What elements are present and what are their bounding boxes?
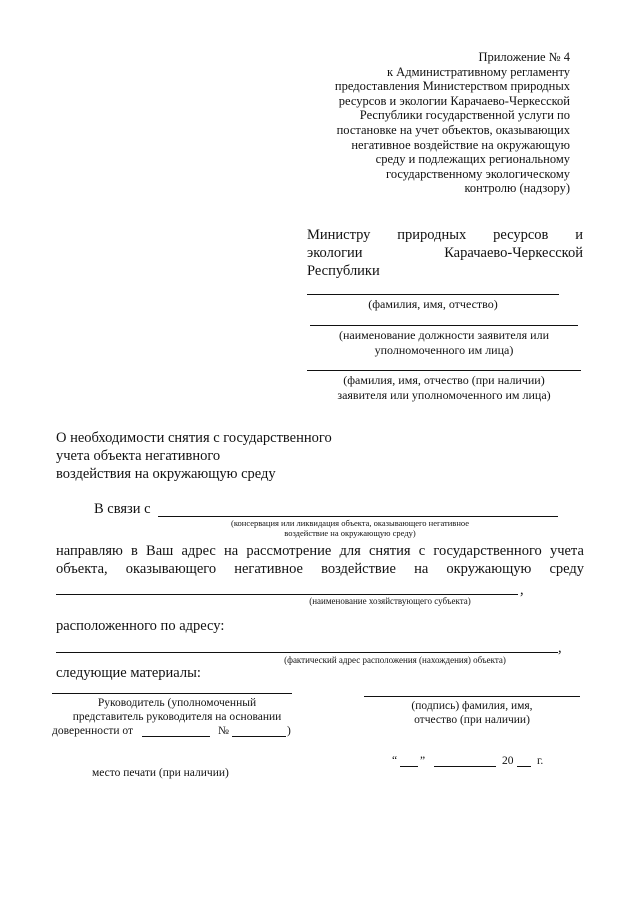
caption-line: заявителя или уполномоченного им лица) <box>337 388 551 402</box>
addressee-word: и <box>575 227 583 243</box>
paragraph-word: объекта, <box>56 561 108 577</box>
applicant-caption <box>305 373 583 403</box>
caption-line: отчество (при наличии) <box>414 714 530 726</box>
address-field-line[interactable] <box>56 652 558 653</box>
appendix-line: Приложение № 4 <box>478 50 570 64</box>
addressee-row: Республики <box>307 263 380 279</box>
paragraph-word: негативное <box>234 561 303 577</box>
address-comma: , <box>558 640 562 656</box>
year-suffix: г. <box>537 755 544 767</box>
number-sign: № <box>218 725 229 737</box>
paragraph-word: на <box>223 543 239 559</box>
addressee-word: Министру <box>307 227 371 243</box>
paragraph-word: рассмотрение <box>246 543 332 559</box>
appendix-line: к Административному регламенту <box>386 64 570 79</box>
date-open-quote: “ <box>392 755 398 767</box>
paragraph-word: учета <box>549 543 584 559</box>
paragraph-word: среду <box>549 561 584 577</box>
paragraph-word: оказывающего <box>125 561 217 577</box>
addressee-row <box>307 226 583 244</box>
address-caption: (фактический адрес расположения (нахождения) объекта) <box>284 655 506 665</box>
subject-line: О необходимости снятия с государственного <box>56 430 332 446</box>
applicant-signature-line[interactable] <box>364 696 580 697</box>
date-row <box>392 754 562 772</box>
paragraph-word: адрес <box>181 543 216 559</box>
appendix-line: ресурсов и экологии Карачаево-Черкесской <box>338 93 570 108</box>
subject-line: учета объекта негативного <box>56 448 221 464</box>
following-materials-label: следующие материалы: <box>56 665 201 681</box>
caption-line: Руководитель (уполномоченный <box>97 697 257 709</box>
head-signature-line[interactable] <box>52 693 292 694</box>
paragraph-word: для <box>339 543 361 559</box>
date-close-quote: ” <box>420 755 426 767</box>
addressee-word: ресурсов <box>493 227 549 243</box>
date-year-field[interactable] <box>517 766 531 767</box>
paragraph-word: Ваш <box>146 543 174 559</box>
year-prefix: 20 <box>502 755 514 767</box>
stamp-label: место печати (при наличии) <box>92 767 229 779</box>
addressee-word: экологии <box>307 245 363 261</box>
entity-comma: , <box>520 582 524 598</box>
appendix-line: государственному экологическому <box>386 166 570 181</box>
paragraph-word: в <box>131 543 138 559</box>
caption-line: (наименование должности заявителя или <box>338 328 550 342</box>
date-day-field[interactable] <box>400 766 418 767</box>
paragraph-word: направляю <box>56 543 123 559</box>
paragraph-word: государственного <box>433 543 542 559</box>
paragraph-word: с <box>418 543 426 559</box>
poa-date-field[interactable] <box>142 736 210 737</box>
addressee-block <box>307 226 583 280</box>
fio-field-line[interactable] <box>307 294 559 295</box>
caption-line: (фамилия, имя, отчество (при наличии) <box>343 373 545 387</box>
close-paren: ) <box>287 725 291 737</box>
located-at-label: расположенного по адресу: <box>56 618 225 634</box>
position-caption <box>305 328 583 358</box>
paragraph-word: снятия <box>368 543 411 559</box>
caption-line: уполномоченного им лица) <box>374 343 514 357</box>
in-connection-label: В связи с <box>94 501 151 517</box>
applicant-signature-caption <box>364 699 580 727</box>
caption-line: (консервация или ликвидация объекта, оказывающего негативное <box>231 518 469 528</box>
position-field-line[interactable] <box>310 325 578 326</box>
power-of-attorney-row <box>52 724 312 740</box>
paragraph-line <box>56 542 584 560</box>
applicant-field-line[interactable] <box>307 370 581 371</box>
caption-line: (подпись) фамилия, имя, <box>411 700 533 712</box>
reason-caption <box>190 518 510 538</box>
appendix-line: предоставления Министерством природных <box>334 79 570 94</box>
appendix-line: среду и подлежащих региональному <box>375 152 570 167</box>
appendix-line: постановке на учет объектов, оказывающих <box>336 122 570 137</box>
date-month-field[interactable] <box>434 766 496 767</box>
paragraph-line <box>56 560 584 578</box>
appendix-header <box>250 50 570 196</box>
power-of-attorney-label: доверенности от <box>52 725 134 737</box>
subject-line: воздействия на окружающую среду <box>56 466 276 482</box>
addressee-word: природных <box>397 227 467 243</box>
poa-number-field[interactable] <box>232 736 286 737</box>
appendix-line: негативное воздействие на окружающую <box>351 137 570 152</box>
paragraph-word: окружающую <box>446 561 532 577</box>
paragraph-word: воздействие <box>321 561 396 577</box>
addressee-word: Карачаево-Черкесской <box>444 245 583 261</box>
head-caption <box>52 696 302 724</box>
subject-block <box>56 429 396 483</box>
reason-field-line[interactable] <box>158 516 558 517</box>
fio-caption: (фамилия, имя, отчество) <box>368 297 498 311</box>
caption-line: воздействие на окружающую среду) <box>284 528 416 538</box>
addressee-row <box>307 244 583 262</box>
paragraph-word: на <box>414 561 429 577</box>
entity-field-line[interactable] <box>56 594 518 595</box>
appendix-line: Республики государственной услуги по <box>359 108 570 123</box>
appendix-line: контролю (надзору) <box>464 181 570 196</box>
caption-line: представитель руководителя на основании <box>72 711 282 723</box>
entity-caption: (наименование хозяйствующего субъекта) <box>309 596 471 606</box>
